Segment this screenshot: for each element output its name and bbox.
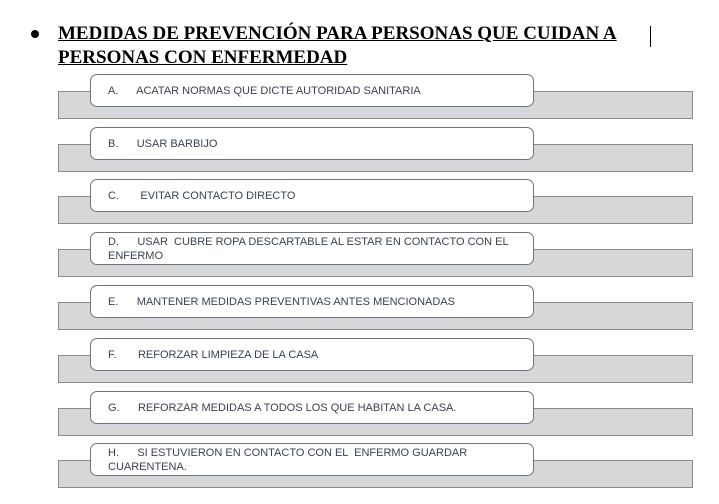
list-item [0,391,719,443]
item-box [90,285,534,318]
item-box [90,232,534,265]
item-box [90,443,534,476]
item-text: H. SI ESTUVIERON EN CONTACTO CON EL ENFERMO GUARDAR CUARENTENA. [108,446,471,473]
list-item [0,127,719,179]
item-text: G. REFORZAR MEDIDAS A TODOS LOS QUE HABITAN LA CASA. [108,401,457,414]
item-text: B. USAR BARBIJO [108,137,218,150]
list-item [0,285,719,337]
item-box [90,74,534,107]
item-text: F. REFORZAR LIMPIEZA DE LA CASA [108,348,319,361]
item-box [90,127,534,160]
item-box [90,338,534,371]
list-item [0,179,719,231]
item-text: C. EVITAR CONTACTO DIRECTO [108,189,296,202]
title-line-1: MEDIDAS DE PREVENCIÓN PARA PERSONAS QUE CUIDAN A [58,23,617,44]
list-item [0,338,719,390]
item-text: A. ACATAR NORMAS QUE DICTE AUTORIDAD SANITARIA [108,84,421,97]
title-line-2: PERSONAS CON ENFERMEDAD [58,47,348,68]
list-item [0,232,719,284]
list-item [0,443,719,495]
item-text: D. USAR CUBRE ROPA DESCARTABLE AL ESTAR EN CONTACTO CON EL ENFERMO [108,235,512,262]
list-item [0,74,719,126]
item-box [90,391,534,424]
item-box [90,179,534,212]
item-text: E. MANTENER MEDIDAS PREVENTIVAS ANTES MENCIONADAS [108,295,455,308]
